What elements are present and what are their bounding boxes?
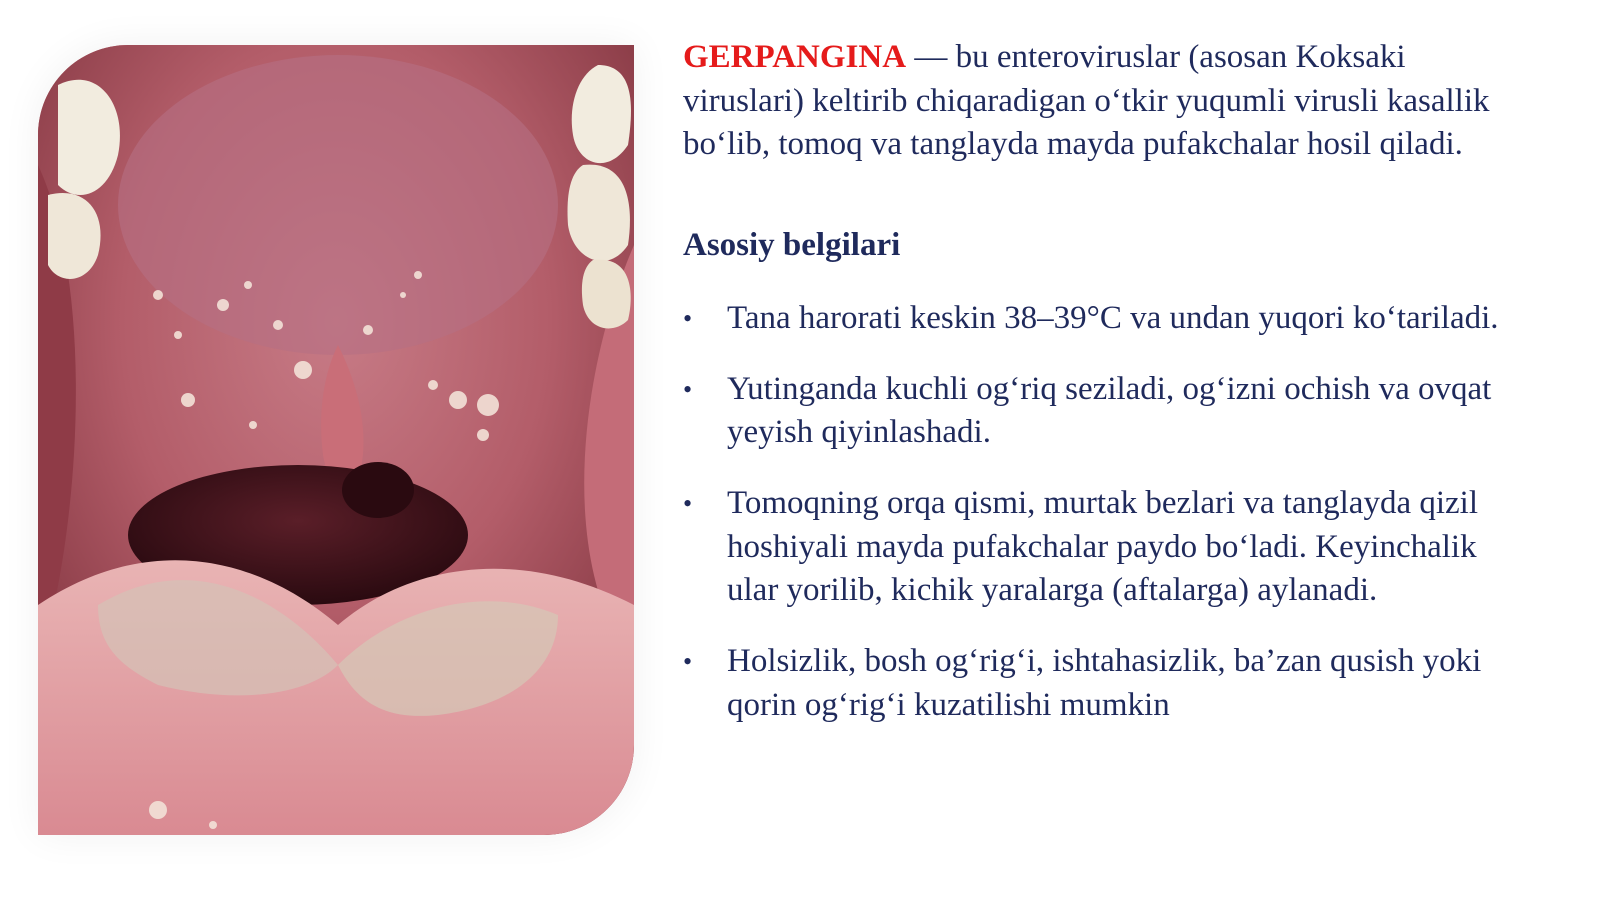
throat-photo-illustration: [38, 45, 634, 835]
intro-text: — bu enteroviruslar (asosan Koksaki viruslari) keltirib chiqaradigan o‘tkir yuqumli virusli kasallik bo‘lib, tomoq va tanglayda mayda pufakchalar hosil qiladi.: [683, 39, 1490, 162]
intro-paragraph: [683, 36, 1503, 167]
throat-photo: [38, 45, 634, 835]
text-column: [683, 36, 1503, 755]
bullet-icon: •: [683, 303, 693, 333]
list-item: [683, 297, 1503, 340]
section-heading: Asosiy belgilari: [683, 226, 901, 263]
list-item: [683, 640, 1503, 727]
bullet-icon: •: [683, 374, 693, 404]
bullet-icon: •: [683, 489, 693, 519]
disease-term: GERPANGINA: [683, 39, 907, 75]
list-item-text: Yutinganda kuchli og‘riq seziladi, og‘izni ochish va ovqat yeyish qiyinlashadi.: [727, 370, 1492, 451]
list-item-text: Tana harorati keskin 38–39°C va undan yuqori ko‘tariladi.: [727, 299, 1499, 336]
list-item: [683, 482, 1503, 612]
list-item: [683, 368, 1503, 455]
list-item-text: Holsizlik, bosh og‘rig‘i, ishtahasizlik, ba’zan qusish yoki qorin og‘rig‘i kuzatilishi mumkin: [727, 643, 1482, 723]
symptom-list: [683, 297, 1503, 727]
bullet-icon: •: [683, 647, 693, 677]
list-item-text: Tomoqning orqa qismi, murtak bezlari va tanglayda qizil hoshiyali mayda pufakchalar paydo bo‘ladi. Keyinchalik ular yorilib, kichik yaralarga (aftalarga) aylanadi.: [727, 485, 1478, 608]
